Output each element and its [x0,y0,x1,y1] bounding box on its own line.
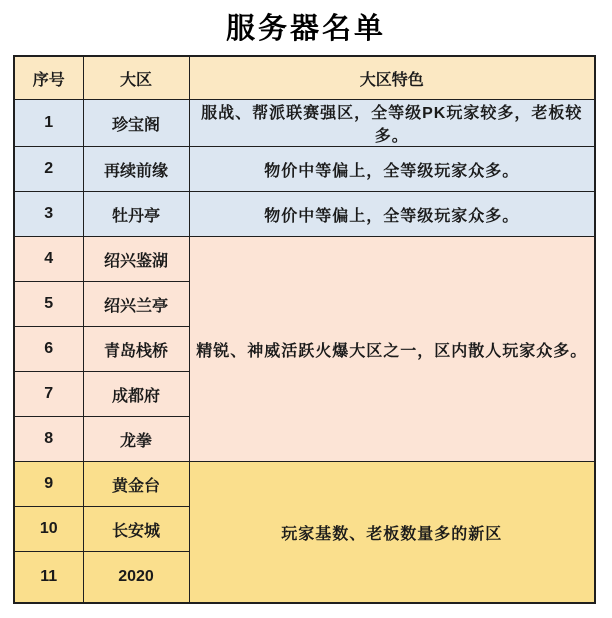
cell-no: 1 [14,100,83,147]
table-row [14,237,595,282]
cell-no: 9 [14,462,83,507]
cell-feature-merged: 玩家基数、老板数量多的新区 [189,462,595,604]
cell-feature: 物价中等偏上，全等级玩家众多。 [189,192,595,237]
cell-region: 牡丹亭 [83,192,189,237]
cell-no: 7 [14,372,83,417]
cell-feature: 物价中等偏上，全等级玩家众多。 [189,147,595,192]
table-row [14,100,595,147]
cell-no: 2 [14,147,83,192]
cell-feature-merged: 精锐、神威活跃火爆大区之一，区内散人玩家众多。 [189,237,595,462]
header-no: 序号 [14,56,83,100]
cell-feature: 服战、帮派联赛强区，全等级PK玩家较多，老板较多。 [189,100,595,147]
table-row [14,192,595,237]
table-row [14,147,595,192]
header-region: 大区 [83,56,189,100]
cell-no: 11 [14,552,83,604]
page-title: 服务器名单 [225,13,386,45]
cell-region: 绍兴兰亭 [83,282,189,327]
cell-region: 绍兴鉴湖 [83,237,189,282]
cell-region: 珍宝阁 [83,100,189,147]
cell-no: 8 [14,417,83,462]
cell-region: 龙拳 [83,417,189,462]
cell-region: 成都府 [83,372,189,417]
header-feature: 大区特色 [189,56,595,100]
cell-no: 3 [14,192,83,237]
cell-region: 黄金台 [83,462,189,507]
cell-no: 4 [14,237,83,282]
server-list-table [13,55,596,604]
cell-region: 青岛栈桥 [83,327,189,372]
cell-region: 2020 [83,552,189,604]
table-row [14,462,595,507]
table-header-row [14,56,595,100]
cell-region: 长安城 [83,507,189,552]
cell-region: 再续前缘 [83,147,189,192]
cell-no: 6 [14,327,83,372]
cell-no: 10 [14,507,83,552]
cell-no: 5 [14,282,83,327]
